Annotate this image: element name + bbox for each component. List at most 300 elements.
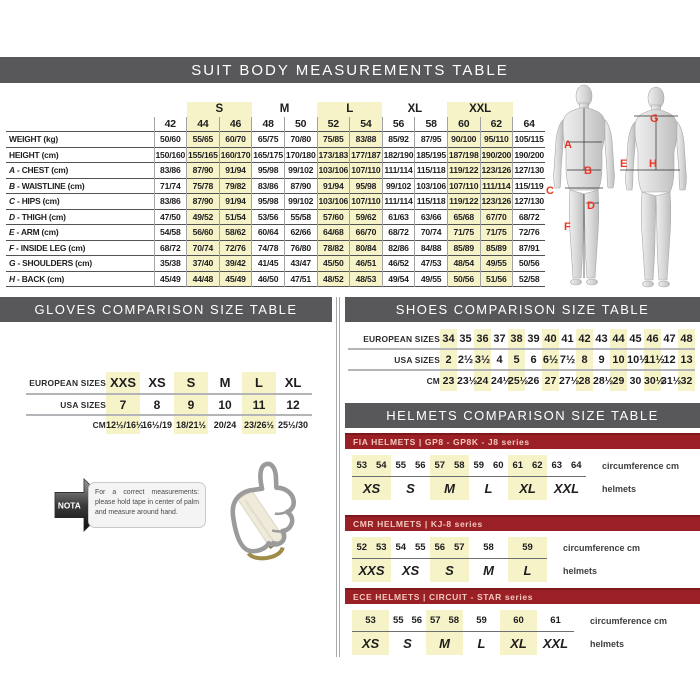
helmet-size-label: M — [439, 635, 450, 651]
helmet-cm-row — [352, 537, 391, 558]
suit-row-label: H - BACK (cm) — [6, 271, 154, 287]
suit-value-cell: 48/53 — [350, 271, 383, 287]
suit-value-cell: 41/45 — [252, 256, 285, 272]
suit-value-cell: 80/84 — [350, 240, 383, 256]
helmet-grid-divider — [352, 558, 547, 559]
helmet-size-group — [352, 455, 391, 500]
helmets-label: helmets — [563, 566, 598, 576]
size-grid-row-label: EUROPEAN SIZES — [363, 333, 440, 344]
suit-value-cell: 46/52 — [382, 256, 415, 272]
size-grid-cell: 46 — [646, 332, 659, 345]
suit-row-label: F - INSIDE LEG (cm) — [6, 240, 154, 256]
helmet-cm-value: 53 — [365, 615, 376, 626]
helmet-cm-value: 55 — [414, 542, 426, 553]
helmet-size-label: M — [444, 480, 455, 496]
suit-value-cell: 58/62 — [219, 225, 252, 241]
size-grid-cell: 9 — [598, 353, 605, 366]
row-letter: H — [9, 273, 15, 284]
helmet-cm-row — [469, 455, 508, 476]
suit-value-cell: 115/119 — [513, 178, 546, 194]
helmet-cm-value: 56 — [414, 460, 426, 471]
helmet-size-label: S — [406, 480, 415, 496]
helmet-cm-value: 61 — [512, 460, 524, 471]
helmet-size-label: XS — [361, 635, 380, 651]
suit-value-cell: 85/89 — [480, 240, 513, 256]
suit-value-cell: 170/180 — [284, 147, 317, 163]
helmet-cm-value: 59 — [522, 542, 533, 553]
suit-size-header-cell: 62 — [480, 117, 513, 132]
body-figures — [540, 82, 700, 295]
size-grid-cell: 12 — [663, 353, 676, 366]
suit-corner-cell — [6, 102, 154, 117]
suit-value-cell: 107/110 — [350, 163, 383, 179]
suit-value-cell: 83/86 — [252, 178, 285, 194]
suit-value-cell: 61/63 — [382, 209, 415, 225]
size-grid-cell: 23½ — [457, 375, 478, 387]
suit-value-cell: 70/80 — [284, 132, 317, 148]
suit-value-cell: 48/52 — [317, 271, 350, 287]
suit-value-cell: 46/51 — [350, 256, 383, 272]
size-grid-cell: 38 — [510, 332, 523, 345]
suit-row-label: HEIGHT (cm) — [6, 147, 154, 163]
suit-row-label: B - WAISTLINE (cm) — [6, 178, 154, 194]
letter-E: E — [620, 158, 628, 170]
shoes-size-grid — [348, 329, 695, 391]
helmet-size-group — [508, 537, 547, 582]
suit-value-cell: 103/106 — [317, 194, 350, 210]
suit-value-cell: 59/62 — [350, 209, 383, 225]
suit-value-cell: 72/76 — [513, 225, 546, 241]
suit-value-cell: 51/56 — [480, 271, 513, 287]
helmet-cm-value: 57 — [429, 615, 441, 626]
helmets-label: helmets — [590, 639, 625, 649]
suit-table-row — [6, 271, 545, 287]
helmet-cm-value: 59 — [476, 615, 487, 626]
helmet-size-group — [537, 610, 574, 655]
helmet-cm-value: 64 — [570, 460, 582, 471]
size-grid-cell: 20/24 — [213, 420, 237, 430]
suit-table-row — [6, 163, 545, 179]
helmet-cm-row — [391, 537, 430, 558]
circumference-label: circumference cm — [563, 543, 641, 553]
size-grid-cell: 37 — [493, 332, 506, 345]
column-divider — [336, 297, 340, 657]
helmet-cm-value: 56 — [411, 615, 423, 626]
letter-H: H — [649, 158, 657, 170]
helmet-cm-value: 53 — [356, 460, 368, 471]
suit-value-cell: 185/195 — [415, 147, 448, 163]
suit-value-cell: 187/198 — [447, 147, 480, 163]
suit-value-cell: 78/82 — [317, 240, 350, 256]
suit-value-cell: 119/122 — [447, 194, 480, 210]
suit-value-cell: 75/85 — [317, 132, 350, 148]
suit-value-cell: 56/60 — [187, 225, 220, 241]
suit-value-cell: 71/74 — [154, 178, 187, 194]
circumference-label: circumference cm — [602, 461, 680, 471]
size-grid-cell: 32 — [680, 375, 693, 387]
helmet-cm-value: 62 — [531, 460, 543, 471]
suit-value-cell: 49/52 — [187, 209, 220, 225]
suit-value-cell: 127/130 — [513, 194, 546, 210]
helmet-size-label: L — [477, 635, 486, 651]
helmet-size-group — [430, 455, 469, 500]
suit-value-cell: 111/114 — [382, 194, 415, 210]
helmet-cm-row — [352, 610, 389, 631]
suit-value-cell: 91/94 — [219, 194, 252, 210]
suit-value-cell: 63/66 — [415, 209, 448, 225]
size-grid-cell: 40 — [544, 332, 557, 345]
suit-value-cell: 46/50 — [252, 271, 285, 287]
row-label-text: THIGH (cm) — [21, 211, 66, 222]
circumference-label: circumference cm — [590, 616, 668, 626]
size-grid-cell: 16½/19 — [141, 420, 173, 430]
suit-size-header-cell: 60 — [447, 117, 480, 132]
suit-value-cell: 70/74 — [415, 225, 448, 241]
helmet-size-group — [430, 537, 469, 582]
suit-value-cell: 123/126 — [480, 163, 513, 179]
helmet-cm-row — [537, 610, 574, 631]
row-letter: C — [9, 196, 15, 206]
helmet-grid-divider — [352, 631, 574, 632]
suit-size-header-cell: 44 — [187, 117, 220, 132]
helmet-size-group — [500, 610, 537, 655]
suit-value-cell: 123/126 — [480, 194, 513, 210]
suit-value-cell: 55/65 — [187, 132, 220, 148]
size-grid-cell: 6½ — [542, 353, 559, 366]
size-grid-cell: 7 — [119, 397, 127, 412]
helmet-size-label: XXL — [542, 635, 569, 651]
row-label-text: SHOULDERS (cm) — [22, 258, 92, 268]
size-grid-row-label: USA SIZES — [60, 399, 106, 410]
suit-value-cell: 95/98 — [350, 178, 383, 194]
suit-value-cell: 47/50 — [154, 209, 187, 225]
size-grid-cell: 2 — [445, 353, 452, 366]
size-grid-cell: 36 — [476, 332, 489, 345]
suit-value-cell: 111/114 — [480, 178, 513, 194]
suit-value-cell: 55/58 — [284, 209, 317, 225]
size-grid-cell: 41 — [561, 332, 574, 345]
row-letter: F — [9, 242, 14, 253]
suit-table-row — [6, 256, 545, 272]
helmet-cm-value: 52 — [356, 542, 368, 553]
size-grid-cell: 12½/16½ — [106, 420, 144, 430]
suit-value-cell: 91/94 — [219, 163, 252, 179]
suit-table-row — [6, 147, 545, 163]
size-grid-row — [348, 350, 695, 371]
suit-size-header-cell: 42 — [154, 117, 187, 132]
suit-size-label-cell — [6, 117, 154, 132]
size-grid-cell: 34 — [442, 332, 455, 345]
suit-value-cell: 60/64 — [252, 225, 285, 241]
suit-value-cell: 45/50 — [317, 256, 350, 272]
helmet-cm-row — [430, 455, 469, 476]
suit-value-cell: 53/56 — [252, 209, 285, 225]
suit-value-cell: 99/102 — [284, 163, 317, 179]
row-letter: B — [9, 180, 15, 191]
suit-value-cell: 95/110 — [480, 132, 513, 148]
size-grid-cell: 30½ — [644, 375, 665, 387]
suit-value-cell: 85/89 — [447, 240, 480, 256]
suit-size-header-row — [6, 117, 545, 132]
suit-value-cell: 182/190 — [382, 147, 415, 163]
suit-value-cell: 45/49 — [154, 271, 187, 287]
suit-size-header-cell: 46 — [219, 117, 252, 132]
size-grid-cell: 28 — [578, 375, 591, 387]
suit-value-cell: 60/70 — [219, 132, 252, 148]
size-grid-row-label: CM — [426, 376, 440, 386]
nota-text: For a correct measurements: please hold tape in center of palm and measure around hand. — [88, 482, 206, 528]
suit-value-cell: 115/118 — [415, 163, 448, 179]
helmet-size-label: XXS — [358, 562, 385, 578]
suit-value-cell: 67/70 — [480, 209, 513, 225]
helmet-size-group — [391, 537, 430, 582]
suit-value-cell: 74/78 — [252, 240, 285, 256]
suit-value-cell: 48/54 — [447, 256, 480, 272]
suit-table-row — [6, 209, 545, 225]
helmet-size-label: L — [523, 562, 532, 578]
size-grid-cell: 23 — [442, 375, 455, 387]
suit-table-row — [6, 225, 545, 241]
suit-value-cell: 68/72 — [382, 225, 415, 241]
helmet-cm-value: 54 — [395, 542, 407, 553]
size-grid-cell: 8 — [153, 397, 161, 412]
size-grid-cell: 28½ — [593, 375, 614, 387]
suit-value-cell: 71/75 — [447, 225, 480, 241]
nota-label: NOTA — [57, 500, 81, 511]
suit-value-cell: 54/58 — [154, 225, 187, 241]
suit-row-label: C - HIPS (cm) — [6, 194, 154, 210]
suit-row-label: A - CHEST (cm) — [6, 163, 154, 179]
suit-value-cell: 50/56 — [447, 271, 480, 287]
suit-value-cell: 107/110 — [350, 194, 383, 210]
suit-value-cell: 39/42 — [219, 256, 252, 272]
suit-value-cell: 111/114 — [382, 163, 415, 179]
row-label-text: WAISTLINE (cm) — [21, 180, 85, 191]
suit-value-cell: 83/88 — [350, 132, 383, 148]
suit-size-header-cell: 56 — [382, 117, 415, 132]
suit-row-label: G - SHOULDERS (cm) — [6, 256, 154, 272]
suit-value-cell: 87/90 — [187, 194, 220, 210]
suit-row-label: WEIGHT (kg) — [6, 132, 154, 148]
suit-value-cell: 65/68 — [447, 209, 480, 225]
helmet-cm-value: 54 — [375, 460, 387, 471]
letter-A: A — [564, 139, 572, 151]
helmet-size-group — [547, 455, 586, 500]
helmet-cm-row — [500, 610, 537, 631]
suit-value-cell: 177/187 — [350, 147, 383, 163]
thumbs-up-hand-icon — [206, 456, 308, 566]
suit-value-cell: 103/106 — [415, 178, 448, 194]
suit-group-cell: L — [317, 102, 382, 117]
helmet-cm-row — [426, 610, 463, 631]
size-grid-cell: 27 — [544, 375, 557, 387]
helmet-size-group — [469, 537, 508, 582]
suit-size-header-cell: 54 — [350, 117, 383, 132]
row-label-text: BACK (cm) — [21, 273, 65, 284]
helmet-cm-value: 61 — [550, 615, 561, 626]
size-grid-cell: 23/26½ — [243, 420, 275, 430]
size-grid-cell: 25½ — [508, 375, 529, 387]
helmet-cm-value: 60 — [492, 460, 504, 471]
suit-value-cell: 44/48 — [187, 271, 220, 287]
suit-value-cell: 84/88 — [415, 240, 448, 256]
helmet-series-bar: ECE HELMETS | CIRCUIT - STAR series — [345, 588, 700, 604]
size-grid-row-label: CM — [92, 420, 106, 430]
suit-value-cell: 68/72 — [513, 209, 546, 225]
size-grid-row — [26, 416, 312, 434]
suit-size-header-cell: 52 — [317, 117, 350, 132]
suit-value-cell: 190/200 — [480, 147, 513, 163]
helmet-cm-row — [547, 455, 586, 476]
size-grid-cell: 26 — [527, 375, 540, 387]
row-letter: A — [9, 165, 15, 175]
size-grid-cell: 9 — [187, 397, 195, 412]
size-grid-cell: XXS — [109, 375, 136, 390]
size-grid-cell: 48 — [680, 332, 693, 345]
suit-value-cell: 190/200 — [513, 147, 546, 163]
size-grid-cell: 43 — [595, 332, 608, 345]
suit-value-cell: 64/68 — [317, 225, 350, 241]
suit-value-cell: 62/66 — [284, 225, 317, 241]
suit-value-cell: 37/40 — [187, 256, 220, 272]
suit-table-row — [6, 132, 545, 148]
helmet-size-label: XS — [401, 562, 420, 578]
size-grid-row — [26, 372, 312, 395]
helmet-size-label: XS — [362, 480, 381, 496]
suit-value-cell: 50/60 — [154, 132, 187, 148]
helmet-size-group — [352, 537, 391, 582]
size-grid-cell: 6 — [530, 353, 537, 366]
size-grid-cell: 44 — [612, 332, 625, 345]
row-label-text: CHEST (cm) — [21, 165, 69, 175]
helmet-cm-value: 59 — [473, 460, 485, 471]
suit-group-cell: XL — [407, 103, 422, 115]
suit-value-cell: 72/76 — [219, 240, 252, 256]
helmet-size-label: XL — [519, 480, 536, 496]
suit-value-cell: 43/47 — [284, 256, 317, 272]
size-grid-cell: 24½ — [491, 375, 512, 387]
helmet-cm-value: 60 — [513, 615, 524, 626]
helmet-size-label: M — [483, 562, 494, 578]
helmet-cm-value: 56 — [434, 542, 446, 553]
suit-measurements-table — [6, 102, 545, 287]
suit-value-cell: 49/55 — [480, 256, 513, 272]
helmet-cm-value: 57 — [453, 542, 465, 553]
size-grid-cell: 18/21½ — [175, 420, 207, 430]
helmet-size-grid — [352, 455, 586, 500]
size-grid-cell: 27½ — [559, 375, 580, 387]
size-grid-cell: 10 — [218, 397, 232, 412]
helmet-size-label: XXL — [553, 480, 580, 496]
helmet-size-group — [352, 610, 389, 655]
size-grid-cell: 45 — [629, 332, 642, 345]
helmet-size-group — [463, 610, 500, 655]
suit-value-cell: 99/102 — [284, 194, 317, 210]
suit-value-cell: 91/94 — [317, 178, 350, 194]
size-grid-cell: 35 — [459, 332, 472, 345]
size-grid-cell: M — [219, 375, 231, 390]
size-grid-cell: 8 — [581, 353, 588, 366]
helmet-series-bar: FIA HELMETS | GP8 - GP8K - J8 series — [345, 433, 700, 449]
suit-value-cell: 66/70 — [350, 225, 383, 241]
size-grid-cell: 2½ — [457, 353, 474, 366]
helmet-cm-value: 55 — [392, 615, 404, 626]
size-grid-cell: 31½ — [661, 375, 682, 387]
size-grid-cell: 10½ — [627, 353, 649, 366]
suit-value-cell: 127/130 — [513, 163, 546, 179]
suit-value-cell: 99/102 — [382, 178, 415, 194]
size-grid-row — [348, 329, 695, 350]
suit-value-cell: 173/183 — [317, 147, 350, 163]
helmet-size-grid — [352, 610, 574, 655]
suit-group-cell: S — [187, 102, 252, 117]
helmet-cm-row — [389, 610, 426, 631]
size-grid-row — [348, 371, 695, 391]
suit-value-cell: 105/115 — [513, 132, 546, 148]
suit-group-cell: XXL — [447, 102, 512, 117]
helmet-size-label: S — [403, 635, 412, 651]
helmet-size-label: S — [445, 562, 454, 578]
suit-value-cell: 165/175 — [252, 147, 285, 163]
size-grid-cell: 13 — [680, 353, 693, 366]
suit-value-cell: 47/53 — [415, 256, 448, 272]
suit-value-cell: 103/106 — [317, 163, 350, 179]
suit-value-cell: 95/98 — [252, 194, 285, 210]
suit-value-cell: 71/75 — [480, 225, 513, 241]
size-grid-cell: 30 — [629, 375, 642, 387]
suit-table-title: SUIT BODY MEASUREMENTS TABLE — [0, 57, 700, 83]
suit-value-cell: 115/118 — [415, 194, 448, 210]
suit-row-label: E - ARM (cm) — [6, 225, 154, 241]
front-figure — [554, 85, 615, 285]
letter-G: G — [650, 113, 659, 125]
suit-value-cell: 150/160 — [154, 147, 187, 163]
helmets-table-title: HELMETS COMPARISON SIZE TABLE — [345, 403, 700, 428]
helmet-cm-value: 58 — [483, 542, 494, 553]
suit-size-header-cell: 64 — [513, 117, 546, 132]
suit-value-cell: 79/82 — [219, 178, 252, 194]
suit-value-cell: 87/90 — [284, 178, 317, 194]
size-grid-cell: 42 — [578, 332, 591, 345]
suit-value-cell: 52/58 — [513, 271, 546, 287]
suit-value-cell: 83/86 — [154, 194, 187, 210]
helmet-cm-value: 55 — [395, 460, 407, 471]
helmet-cm-value: 58 — [448, 615, 460, 626]
row-label-text: INSIDE LEG (cm) — [20, 242, 86, 253]
size-grid-cell: 12 — [286, 397, 300, 412]
suit-value-cell: 85/92 — [382, 132, 415, 148]
suit-value-cell: 119/122 — [447, 163, 480, 179]
letter-D: D — [587, 200, 595, 212]
suit-value-cell: 76/80 — [284, 240, 317, 256]
helmet-size-label: L — [484, 480, 493, 496]
suit-table-row — [6, 194, 545, 210]
suit-row-label: D - THIGH (cm) — [6, 209, 154, 225]
helmet-size-grid — [352, 537, 547, 582]
shoes-table-title: SHOES COMPARISON SIZE TABLE — [345, 297, 700, 322]
suit-size-header-cell: 48 — [252, 117, 285, 132]
size-grid-cell: 11½ — [644, 353, 665, 366]
row-label-text: ARM (cm) — [20, 227, 59, 237]
suit-value-cell: 68/72 — [154, 240, 187, 256]
size-grid-cell: XL — [284, 375, 302, 390]
helmet-size-group — [391, 455, 430, 500]
size-grid-cell: 3½ — [474, 353, 491, 366]
row-letter: E — [9, 227, 15, 237]
helmet-size-group — [508, 455, 547, 500]
suit-group-cell — [154, 102, 187, 117]
helmet-series-bar: CMR HELMETS | KJ-8 series — [345, 515, 700, 531]
